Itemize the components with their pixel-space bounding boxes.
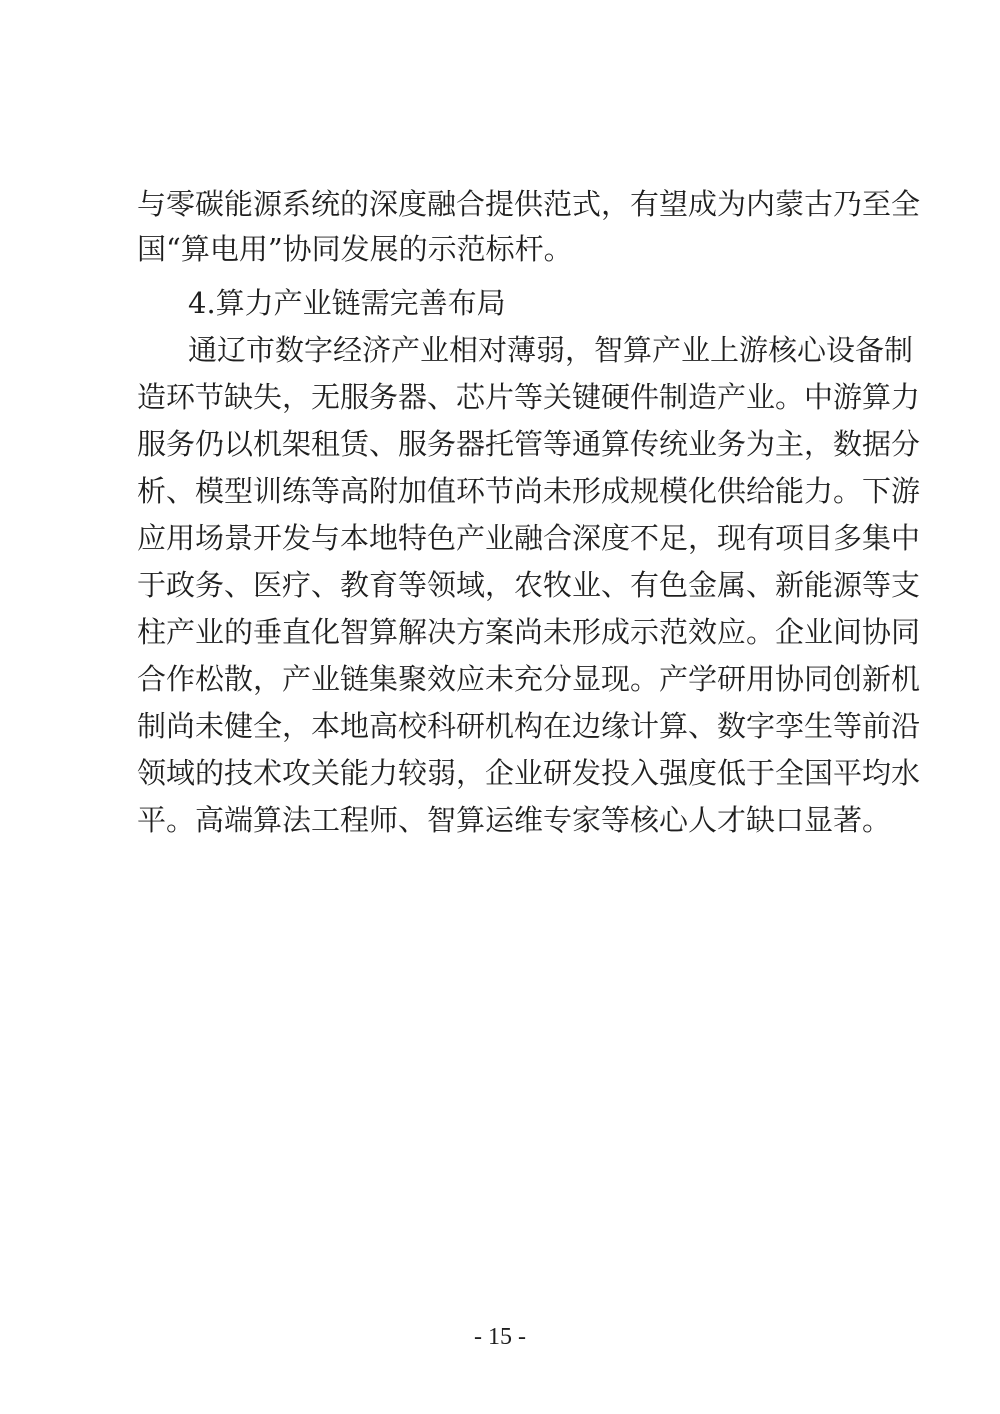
paragraph-main-line-11: 平。高端算法工程师、智算运维专家等核心人才缺口显著。 xyxy=(137,803,892,837)
paragraph-continuation-line-2: 国“算电用”协同发展的示范标杆。 xyxy=(137,232,573,266)
paragraph-main-line-1: 通辽市数字经济产业相对薄弱，智算产业上游核心设备制 xyxy=(188,333,914,367)
paragraph-main-line-5: 应用场景开发与本地特色产业融合深度不足，现有项目多集中 xyxy=(137,521,921,555)
paragraph-main-line-2: 造环节缺失，无服务器、芯片等关键硬件制造产业。中游算力 xyxy=(137,380,921,414)
paragraph-main-line-10: 领域的技术攻关能力较弱，企业研发投入强度低于全国平均水 xyxy=(137,756,921,790)
page-number: - 15 - xyxy=(474,1324,526,1350)
section-heading: 4.算力产业链需完善布局 xyxy=(188,286,506,320)
paragraph-main-line-9: 制尚未健全，本地高校科研机构在边缘计算、数字孪生等前沿 xyxy=(137,709,921,743)
paragraph-main-line-3: 服务仍以机架租赁、服务器托管等通算传统业务为主，数据分 xyxy=(137,427,921,461)
paragraph-main-line-8: 合作松散，产业链集聚效应未充分显现。产学研用协同创新机 xyxy=(137,662,921,696)
paragraph-continuation-line-1: 与零碳能源系统的深度融合提供范式，有望成为内蒙古乃至全 xyxy=(137,187,921,221)
paragraph-main-line-6: 于政务、医疗、教育等领域，农牧业、有色金属、新能源等支 xyxy=(137,568,921,602)
paragraph-main-line-4: 析、模型训练等高附加值环节尚未形成规模化供给能力。下游 xyxy=(137,474,921,508)
paragraph-main-line-7: 柱产业的垂直化智算解决方案尚未形成示范效应。企业间协同 xyxy=(137,615,921,649)
